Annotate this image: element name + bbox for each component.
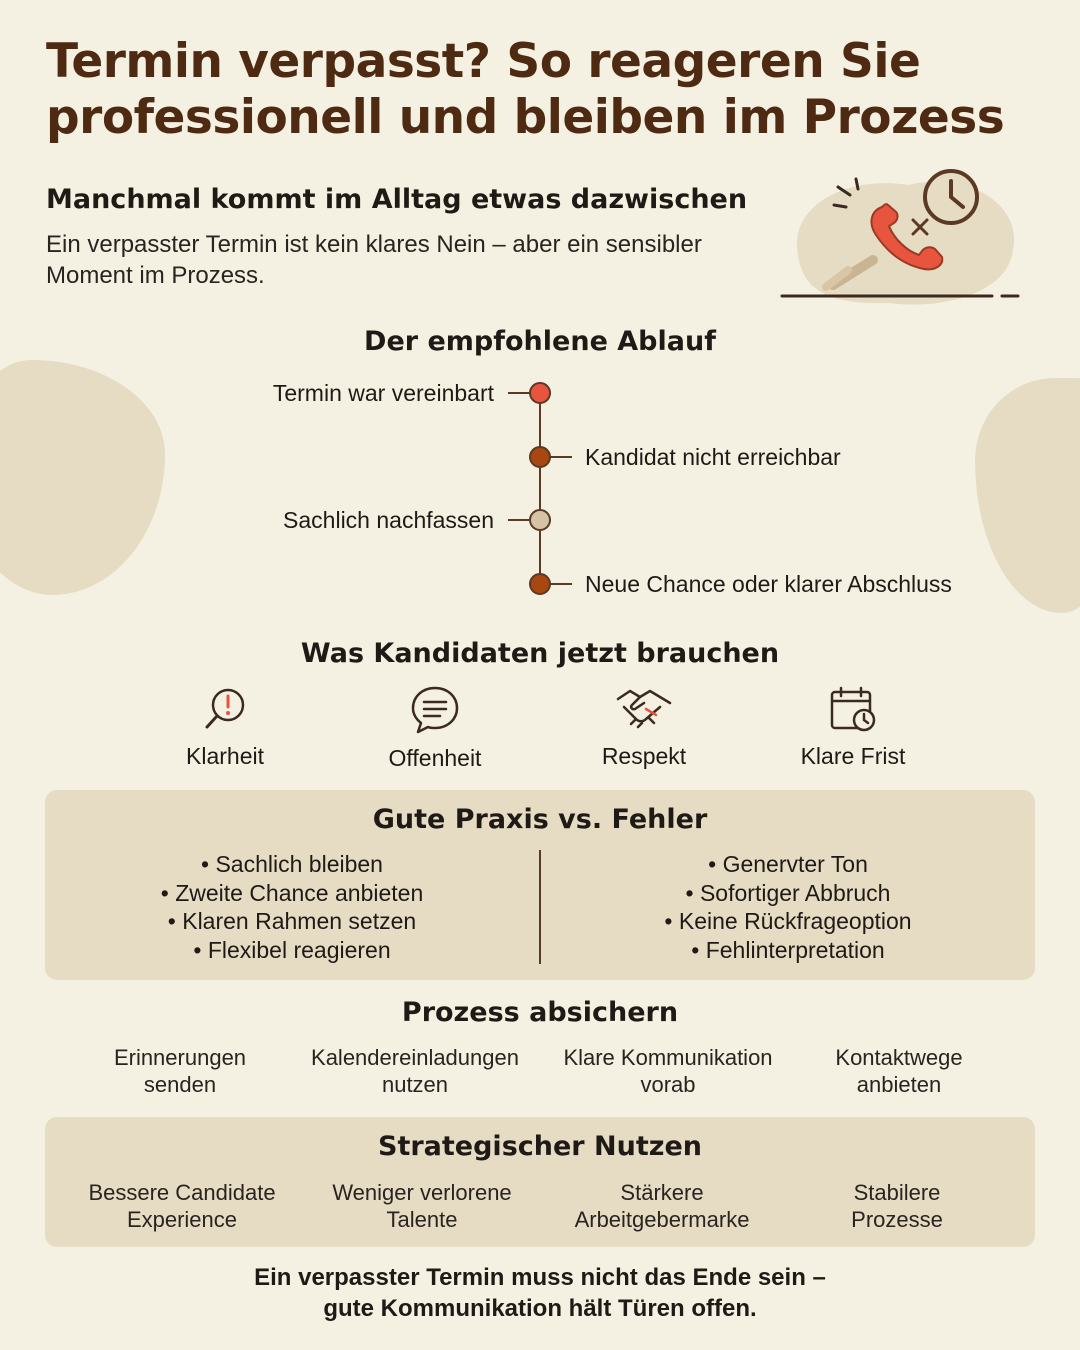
benefits-panel (45, 1117, 1035, 1247)
handshake-icon (616, 685, 672, 733)
benefit-item-line: Arbeitgebermarke (574, 1207, 750, 1232)
process-item-line: senden (143, 1072, 217, 1097)
search-alert-icon (201, 685, 249, 733)
need-item (125, 685, 325, 770)
need-item (544, 685, 744, 770)
process-title: Prozess absichern (401, 997, 679, 1028)
benefit-item-line: Weniger verlorene (332, 1180, 512, 1205)
benefit-item-line: Stabilere (853, 1180, 941, 1205)
timeline-step-label: Neue Chance oder klarer Abschluss (585, 571, 952, 597)
process-timeline (0, 375, 1080, 605)
practice-panel (45, 790, 1035, 980)
benefit-item-line: Prozesse (851, 1207, 943, 1232)
benefit-item (772, 1179, 1022, 1233)
timeline-step-label: Sachlich nachfassen (283, 507, 494, 533)
needs-title: Was Kandidaten jetzt brauchen (300, 638, 780, 669)
good-practice-item: • Sachlich bleiben (45, 850, 539, 879)
process-item-line: Erinnerungen (113, 1045, 247, 1070)
need-item (753, 685, 953, 770)
process-row (0, 1044, 1080, 1104)
mistake-item: • Genervter Ton (541, 850, 1035, 879)
timeline-step-label: Termin war vereinbart (272, 380, 494, 406)
process-item-line: vorab (640, 1072, 696, 1097)
closing-statement (0, 1262, 1080, 1324)
timeline-dot (530, 383, 550, 403)
closing-line: gute Kommunikation hält Türen offen. (323, 1295, 757, 1322)
need-label: Klarheit (186, 743, 264, 769)
need-label: Respekt (601, 743, 687, 769)
flow-title: Der empfohlene Ablauf (364, 326, 716, 357)
benefit-item (297, 1179, 547, 1233)
timeline-dot (530, 574, 550, 594)
needs-row (0, 685, 1080, 780)
need-label: Offenheit (388, 745, 482, 771)
good-practice-item: • Flexibel reagieren (45, 936, 539, 965)
calendar-clock-icon (829, 685, 877, 733)
mistake-item: • Fehlinterpretation (541, 936, 1035, 965)
process-item (543, 1044, 793, 1098)
benefit-item-line: Talente (386, 1207, 458, 1232)
benefit-item-line: Stärkere (620, 1180, 704, 1205)
intro-text: Ein verpasster Termin ist kein klares Nein – aber ein sensibler Moment im Prozess. (46, 231, 702, 289)
missed-call-clock-icon (778, 165, 1028, 315)
good-practice-item: • Klaren Rahmen setzen (45, 907, 539, 936)
timeline-dot (530, 447, 550, 467)
mistake-item: • Keine Rückfrageoption (541, 907, 1035, 936)
page-title: Termin verpasst? So reageren Sie professionell und bleiben im Prozess (46, 34, 1005, 145)
mistake-item: • Sofortiger Abbruch (541, 879, 1035, 908)
process-item-line: Kontaktwege (835, 1045, 963, 1070)
page-subtitle: Manchmal kommt im Alltag etwas dazwischen (46, 184, 748, 215)
good-practice-item: • Zweite Chance anbieten (45, 879, 539, 908)
benefit-item (537, 1179, 787, 1233)
closing-line: Ein verpasster Termin muss nicht das Ende sein – (254, 1264, 826, 1291)
good-practice-list (45, 850, 539, 964)
benefit-item-line: Experience (126, 1207, 238, 1232)
process-item-line: Klare Kommunikation (563, 1045, 773, 1070)
mistake-list (541, 850, 1035, 964)
process-item (55, 1044, 305, 1098)
speech-bubble-icon (410, 685, 460, 735)
process-item-line: anbieten (856, 1072, 942, 1097)
timeline-step-label: Kandidat nicht erreichbar (585, 444, 841, 470)
practice-title: Gute Praxis vs. Fehler (372, 804, 708, 835)
process-item (774, 1044, 1024, 1098)
need-item (335, 685, 535, 772)
process-item-line: Kalendereinladungen (311, 1045, 519, 1070)
benefit-item (57, 1179, 307, 1233)
process-item (290, 1044, 540, 1098)
benefits-title: Strategischer Nutzen (378, 1131, 702, 1162)
process-item-line: nutzen (381, 1072, 449, 1097)
timeline-dot (530, 510, 550, 530)
need-label: Klare Frist (800, 743, 906, 769)
benefit-item-line: Bessere Candidate (88, 1180, 276, 1205)
